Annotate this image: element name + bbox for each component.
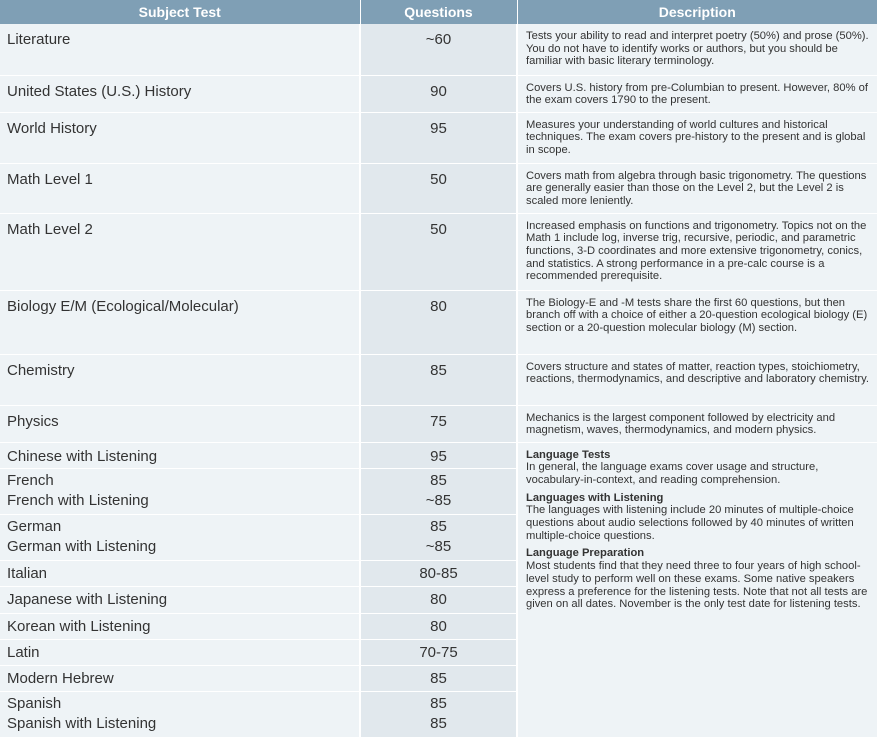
- table-row: [0, 290, 877, 354]
- question-count: ~60: [425, 31, 452, 48]
- questions-cell: [360, 560, 517, 586]
- question-count: 80: [430, 590, 447, 608]
- subject-cell: [0, 691, 360, 737]
- subject-name: Latin: [7, 643, 40, 661]
- subject-name-listening: Spanish with Listening: [7, 714, 157, 732]
- subject-name: French: [7, 471, 54, 489]
- description-cell: Covers U.S. history from pre-Columbian to present. However, 80% of the exam covers 1790 to the present.: [517, 75, 877, 112]
- questions-cell: [360, 290, 517, 354]
- language-notes-cell: [517, 442, 877, 737]
- description-cell: Measures your understanding of world cultures and historical techniques. The exam covers pre-history to the present and is global in scope.: [517, 112, 877, 163]
- subject-name: Spanish: [7, 694, 62, 712]
- question-count-listening: ~85: [425, 537, 452, 555]
- subject-cell: [0, 354, 360, 405]
- questions-cell: [360, 354, 517, 405]
- question-count: 80: [430, 617, 447, 635]
- subject-cell: [0, 405, 360, 442]
- table-row: [0, 163, 877, 213]
- subject-name: Italian: [7, 564, 48, 582]
- subject-name: Physics: [7, 412, 59, 430]
- table-row: [0, 442, 877, 468]
- subject-name: Biology E/M (Ecological/Molecular): [7, 297, 239, 315]
- question-count: 85: [430, 361, 447, 379]
- table-row: [0, 213, 877, 290]
- question-count: 85: [430, 694, 447, 712]
- subject-name: Chinese with Listening: [7, 447, 158, 465]
- language-note-text: In general, the language exams cover usage and structure, vocabulary-in-context, and reading comprehension.: [526, 461, 819, 486]
- questions-cell: [360, 613, 517, 639]
- questions-cell: [360, 405, 517, 442]
- questions-cell: [360, 442, 517, 468]
- language-note: [526, 547, 871, 611]
- questions-cell: [360, 24, 517, 75]
- subject-name: Literature: [7, 31, 71, 48]
- subject-cell: [0, 163, 360, 213]
- language-note-title: Languages with Listening: [526, 491, 664, 504]
- subject-name: Modern Hebrew: [7, 669, 114, 687]
- header-subject-test: Subject Test: [0, 0, 360, 24]
- subject-name: World History: [7, 119, 97, 137]
- language-note-title: Language Preparation: [526, 547, 645, 560]
- description-cell: Mechanics is the largest component followed by electricity and magnetism, waves, thermodynamics, and modern physics.: [517, 405, 877, 442]
- question-count: 95: [430, 447, 447, 465]
- subject-name: Chemistry: [7, 361, 75, 379]
- questions-cell: [360, 691, 517, 737]
- question-count: 85: [430, 669, 447, 687]
- questions-cell: [360, 213, 517, 290]
- subject-name: German: [7, 517, 62, 535]
- subject-name-listening: German with Listening: [7, 537, 157, 555]
- question-count: 50: [430, 170, 447, 188]
- question-count: 50: [430, 220, 447, 238]
- subject-cell: [0, 665, 360, 691]
- language-note: [526, 449, 871, 487]
- subject-cell: [0, 213, 360, 290]
- subject-cell: [0, 613, 360, 639]
- subject-cell: [0, 586, 360, 613]
- subject-name: United States (U.S.) History: [7, 82, 192, 100]
- table-row: [0, 24, 877, 75]
- subject-name-listening: French with Listening: [7, 491, 149, 509]
- question-count: 80-85: [419, 564, 458, 582]
- table-row: [0, 112, 877, 163]
- question-count: 85: [430, 471, 447, 489]
- header-description: Description: [517, 0, 877, 24]
- subject-cell: [0, 514, 360, 560]
- question-count: 95: [430, 119, 447, 137]
- description-cell: The Biology-E and -M tests share the first 60 questions, but then branch off with a choice of either a 20-question ecological biology (E) section or a 20-question molecular biology (M) section.: [517, 290, 877, 354]
- language-note: [526, 492, 871, 543]
- questions-cell: [360, 468, 517, 514]
- questions-cell: [360, 112, 517, 163]
- questions-cell: [360, 75, 517, 112]
- question-count-listening: ~85: [425, 491, 452, 509]
- description-cell: Tests your ability to read and interpret poetry (50%) and prose (50%). You do not have to identify works or authors, but you should be familiar with basic literary terminology.: [517, 24, 877, 75]
- description-cell: Increased emphasis on functions and trigonometry. Topics not on the Math 1 include log, inverse trig, recursive, periodic, and parametric functions, 3-D coordinates and more extensive trigonometry, conics, and statistics. A strong performance in a pre-calc course is a recommended prerequisite.: [517, 213, 877, 290]
- questions-cell: [360, 163, 517, 213]
- subject-name: Korean with Listening: [7, 617, 151, 635]
- subject-cell: [0, 24, 360, 75]
- questions-cell: [360, 639, 517, 665]
- question-count: 80: [430, 297, 447, 315]
- question-count: 70-75: [419, 643, 458, 661]
- subject-cell: [0, 639, 360, 665]
- language-note-text: The languages with listening include 20 minutes of multiple-choice questions about audio selections followed by 40 minutes of written multiple-choice questions.: [526, 504, 854, 542]
- header-row: [0, 0, 877, 24]
- subject-cell: [0, 468, 360, 514]
- subject-name: Math Level 2: [7, 220, 93, 238]
- questions-cell: [360, 514, 517, 560]
- questions-cell: [360, 665, 517, 691]
- question-count: 85: [430, 517, 447, 535]
- question-count-listening: 85: [430, 714, 447, 732]
- header-questions: Questions: [360, 0, 517, 24]
- question-count: 90: [430, 82, 447, 100]
- table-row: [0, 405, 877, 442]
- subject-name: Japanese with Listening: [7, 590, 168, 608]
- table-row: [0, 354, 877, 405]
- description-cell: Covers structure and states of matter, reaction types, stoichiometry, reactions, thermodynamics, and descriptive and laboratory chemistry.: [517, 354, 877, 405]
- questions-cell: [360, 586, 517, 613]
- subject-cell: [0, 560, 360, 586]
- subject-cell: [0, 442, 360, 468]
- subject-cell: [0, 112, 360, 163]
- question-count: 75: [430, 412, 447, 430]
- language-note-title: Language Tests: [526, 448, 611, 461]
- subject-cell: [0, 75, 360, 112]
- language-note-text: Most students find that they need three to four years of high school-level study to perform well on these exams. Some native speakers express a preference for the listening tests. Note that not all tests are given on all dates. November is the only test date for listening tests.: [526, 560, 868, 611]
- table-row: [0, 75, 877, 112]
- description-cell: Covers math from algebra through basic trigonometry. The questions are generally easier than those on the Level 2, but the Level 2 is scaled more leniently.: [517, 163, 877, 213]
- subject-cell: [0, 290, 360, 354]
- subject-name: Math Level 1: [7, 170, 93, 188]
